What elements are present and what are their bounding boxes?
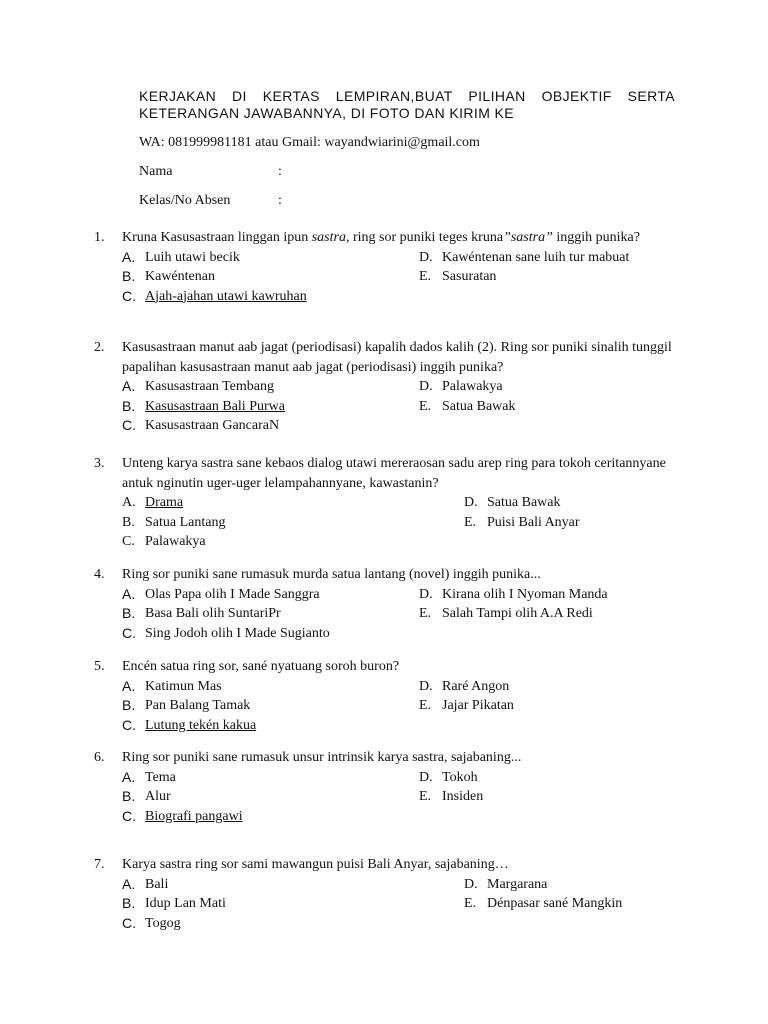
name-colon: :	[278, 164, 282, 179]
option-text: Puisi Bali Anyar	[487, 514, 580, 530]
question-text-part: inggih punika?	[552, 230, 640, 245]
option-c	[122, 532, 464, 552]
option-d	[419, 248, 629, 268]
option-letter: C.	[122, 417, 136, 433]
question-7	[94, 855, 674, 933]
option-text-marked-answer: Biografi pangawi	[145, 808, 243, 824]
option-e	[419, 604, 593, 624]
option-d	[419, 585, 608, 605]
option-b	[122, 604, 419, 624]
option-text: Pan Balang Tamak	[145, 698, 251, 713]
option-b	[122, 513, 464, 533]
option-letter: C.	[122, 807, 136, 824]
option-c	[122, 287, 419, 307]
option-letter: D.	[464, 876, 478, 892]
option-letter: A.	[122, 585, 136, 602]
question-text-italic: sastra	[311, 230, 346, 245]
option-d	[419, 377, 503, 397]
option-letter: B.	[122, 697, 136, 713]
option-letter: C.	[122, 914, 136, 931]
question-6	[94, 748, 674, 826]
option-letter: D.	[419, 586, 433, 602]
option-text: Kawéntenan sane luih tur mabuat	[442, 249, 630, 265]
option-text: Kirana olih I Nyoman Manda	[442, 586, 608, 602]
option-text: Kasusastraan Tembang	[145, 379, 275, 394]
option-d	[419, 768, 478, 788]
option-text: Togog	[145, 915, 181, 931]
options-list	[122, 493, 674, 552]
options-list	[122, 377, 674, 436]
option-text: Tokoh	[442, 769, 478, 785]
option-letter: D.	[464, 495, 478, 510]
option-text: Palawakya	[145, 534, 206, 549]
option-text: Dénpasar sané Mangkin	[487, 896, 623, 911]
option-c	[122, 807, 419, 827]
option-text: Bali	[145, 876, 169, 892]
option-letter: D.	[419, 678, 433, 694]
option-text: Kasusastraan GancaraN	[145, 418, 280, 433]
option-b	[122, 696, 419, 716]
options-list	[122, 677, 674, 736]
question-text	[122, 228, 674, 248]
question-1	[94, 228, 674, 306]
option-text: Raré Angon	[442, 678, 510, 694]
option-e	[419, 267, 496, 287]
option-text-marked-answer: Ajah-ajahan utawi kawruhan	[145, 288, 307, 304]
question-number: 5.	[94, 659, 105, 674]
option-b	[122, 267, 419, 287]
question-text: Unteng karya sastra sane kebaos dialog utawi mereraosan sadu arep ring para tokoh ceritannyane antuk nginutin uger-uger lelampahannyane, kawastanin?	[122, 456, 666, 491]
option-text: Satua Bawak	[487, 495, 561, 510]
option-a	[122, 875, 464, 895]
option-letter: D.	[419, 249, 433, 265]
option-c	[122, 624, 419, 644]
option-e	[419, 397, 515, 417]
option-letter: A.	[122, 378, 136, 394]
option-text: Alur	[145, 789, 171, 804]
option-text: Satua Bawak	[442, 398, 516, 414]
question-number: 4.	[94, 567, 105, 582]
option-letter: E.	[419, 269, 432, 284]
option-c	[122, 914, 464, 934]
question-number: 3.	[94, 456, 105, 471]
class-number-field	[139, 192, 675, 210]
option-letter: B.	[122, 397, 136, 414]
option-e	[419, 696, 514, 716]
option-letter: E.	[464, 514, 477, 530]
class-number-colon: :	[278, 193, 282, 208]
question-3	[94, 454, 674, 552]
option-text: Olas Papa olih I Made Sanggra	[145, 586, 320, 602]
option-letter: A.	[122, 768, 136, 785]
option-letter: B.	[122, 514, 135, 530]
option-text: Sasuratan	[442, 269, 497, 284]
question-4	[94, 565, 674, 643]
option-text: Palawakya	[442, 379, 503, 394]
question-number: 7.	[94, 857, 105, 872]
question-text: Ring sor puniki sane rumasuk unsur intrinsik karya sastra, sajabaning...	[122, 750, 522, 765]
question-text-italic: ”sastra”	[503, 230, 553, 245]
option-letter: C.	[122, 624, 136, 641]
option-letter: E.	[419, 606, 432, 621]
option-text: Tema	[145, 769, 176, 785]
option-e	[464, 894, 622, 914]
option-text: Sing Jodoh olih I Made Sugianto	[145, 625, 330, 641]
option-a	[122, 585, 419, 605]
option-letter: C.	[122, 716, 136, 733]
option-e	[464, 513, 580, 533]
question-2	[94, 338, 674, 436]
question-number: 6.	[94, 750, 105, 765]
question-text-part: Kruna Kasusastraan linggan ipun	[122, 230, 312, 245]
option-letter: B.	[122, 788, 136, 804]
option-b	[122, 894, 464, 914]
option-text-marked-answer: Drama	[145, 495, 184, 510]
option-letter: B.	[122, 895, 136, 911]
options-list	[122, 875, 674, 934]
option-a	[122, 377, 419, 397]
question-text: Encén satua ring sor, sané nyatuang soroh buron?	[122, 659, 400, 674]
option-e	[419, 787, 483, 807]
option-text: Basa Bali olih SuntariPr	[145, 606, 281, 621]
options-list	[122, 768, 674, 827]
option-letter: A.	[122, 875, 136, 892]
option-letter: A.	[122, 495, 136, 510]
option-text: Margarana	[487, 876, 548, 892]
class-number-label: Kelas/No Absen	[139, 193, 231, 208]
option-text: Salah Tampi olih A.A Redi	[442, 606, 593, 621]
option-text-marked-answer: Kasusastraan Bali Purwa	[145, 398, 285, 414]
instructions-header	[139, 88, 675, 210]
option-d	[464, 875, 547, 895]
option-c	[122, 416, 419, 436]
option-text-marked-answer: Lutung tekén kakua	[145, 717, 257, 733]
option-text: Insiden	[442, 789, 484, 804]
contact-line: WA: 081999981181 atau Gmail: wayandwiarini@gmail.com	[139, 135, 480, 150]
question-text: Ring sor puniki sane rumasuk murda satua lantang (novel) inggih punika...	[122, 567, 541, 582]
name-label: Nama	[139, 164, 173, 179]
option-b	[122, 787, 419, 807]
option-c	[122, 716, 419, 736]
question-number: 2.	[94, 340, 105, 355]
option-letter: B.	[122, 605, 136, 621]
option-text: Idup Lan Mati	[145, 896, 226, 911]
instructions-title: KERJAKAN DI KERTAS LEMPIRAN,BUAT PILIHAN OBJEKTIF SERTA KETERANGAN JAWABANNYA, DI FOTO DAN KIRIM KE	[139, 88, 675, 121]
option-text: Kawéntenan	[145, 269, 215, 284]
option-a	[122, 248, 419, 268]
option-letter: D.	[419, 379, 433, 394]
option-d	[464, 493, 560, 513]
option-a	[122, 677, 419, 697]
question-text: Kasusastraan manut aab jagat (periodisasi) kapalih dados kalih (2). Ring sor puniki sinalih tunggil papalihan kasusastraan manut aab jagat (periodisasi) inggih punika?	[122, 340, 672, 375]
option-letter: A.	[122, 248, 136, 265]
option-letter: C.	[122, 534, 135, 549]
option-text: Jajar Pikatan	[442, 698, 514, 713]
option-text: Satua Lantang	[145, 514, 226, 530]
options-list	[122, 248, 674, 307]
name-field	[139, 163, 675, 181]
option-letter: E.	[464, 896, 477, 911]
question-number: 1.	[94, 230, 105, 245]
option-letter: A.	[122, 677, 136, 694]
option-letter: E.	[419, 698, 432, 713]
option-letter: D.	[419, 769, 433, 785]
option-letter: B.	[122, 268, 136, 284]
question-text: Karya sastra ring sor sami mawangun puisi Bali Anyar, sajabaning…	[122, 857, 509, 872]
option-text: Katimun Mas	[145, 678, 222, 694]
option-d	[419, 677, 509, 697]
option-letter: E.	[419, 398, 432, 414]
question-text-part: , ring sor puniki teges kruna	[345, 230, 504, 245]
option-letter: E.	[419, 789, 432, 804]
option-letter: C.	[122, 287, 136, 304]
question-5	[94, 657, 674, 735]
option-a	[122, 768, 419, 788]
options-list	[122, 585, 674, 644]
option-text: Luih utawi becik	[145, 249, 240, 265]
option-a	[122, 493, 464, 513]
option-b	[122, 397, 419, 417]
